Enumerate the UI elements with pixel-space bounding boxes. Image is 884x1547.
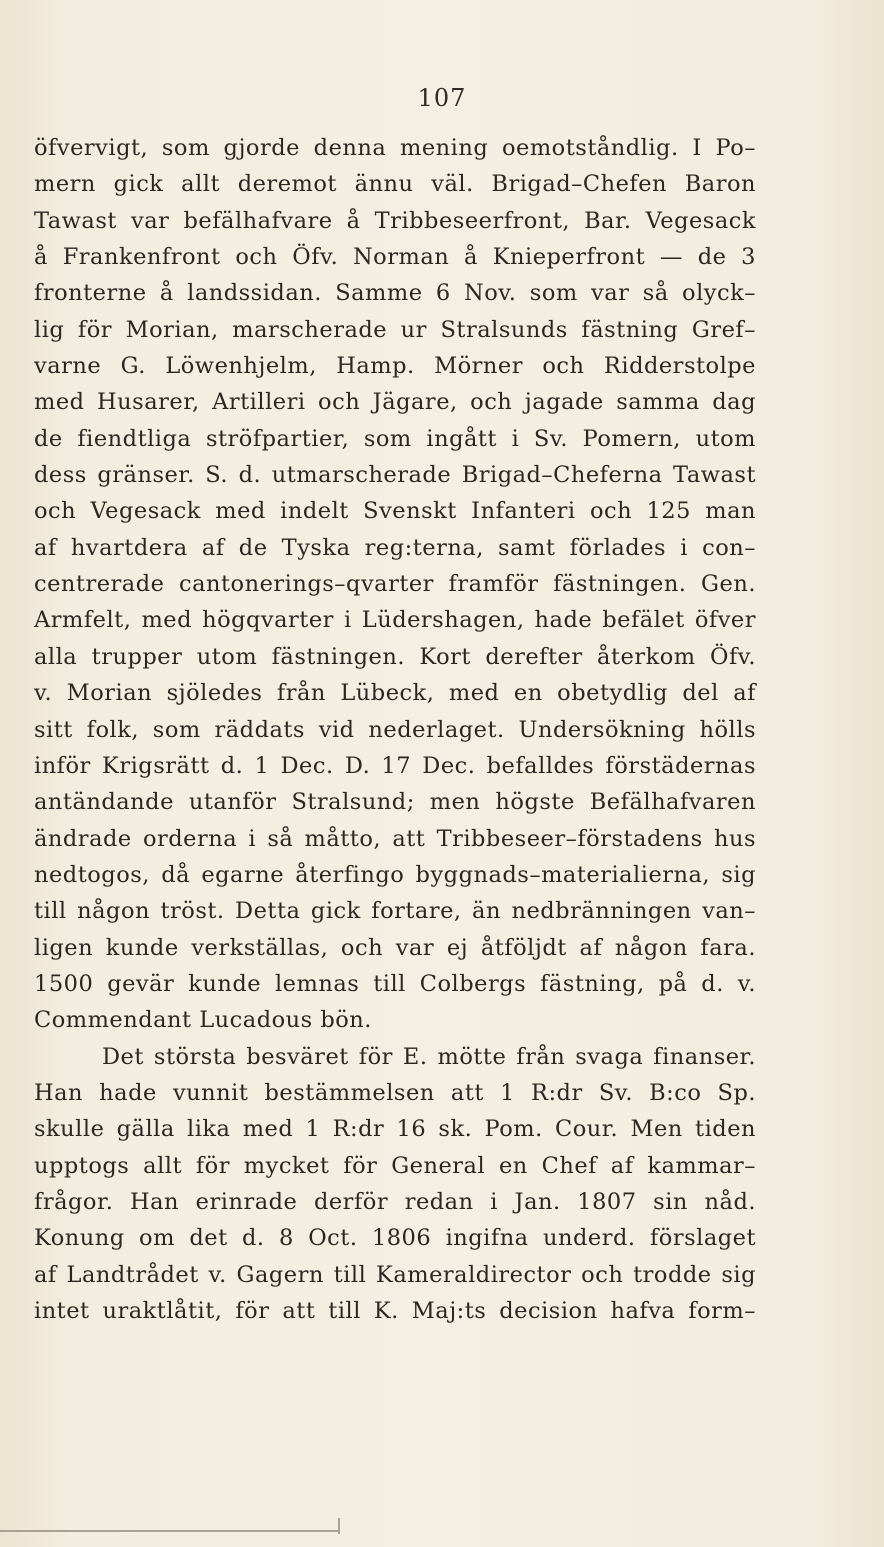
- text-line: upptogs allt för mycket för General en Chef af kammar–: [34, 1152, 756, 1179]
- text-line: varne G. Löwenhjelm, Hamp. Mörner och Ridderstolpe: [34, 353, 756, 380]
- text-line: ligen kunde verkställas, och var ej åtföljdt af någon fara.: [34, 934, 756, 961]
- text-line: intet uraktlåtit, för att till K. Maj:ts decision hafva form–: [34, 1298, 756, 1324]
- text-line: sitt folk, som räddats vid nederlaget. Undersökning hölls: [34, 716, 756, 743]
- text-line: skulle gälla lika med 1 R:dr 16 sk. Pom. Cour. Men tiden: [34, 1116, 756, 1143]
- text-line: af hvartdera af de Tyska reg:terna, samt förlades i con–: [34, 534, 756, 561]
- bottom-edge-tick: [338, 1518, 340, 1534]
- text-line: v. Morian sjöledes från Lübeck, med en obetydlig del af: [34, 680, 756, 707]
- text-line: antändande utanför Stralsund; men högste Befälhafvaren: [34, 789, 756, 816]
- text-line: lig för Morian, marscherade ur Stralsunds fästning Gref–: [34, 316, 756, 343]
- text-line: Konung om det d. 8 Oct. 1806 ingifna underd. förslaget: [34, 1225, 756, 1252]
- text-line: öfvervigt, som gjorde denna mening oemotståndlig. I Po–: [34, 135, 756, 161]
- text-line: dess gränser. S. d. utmarscherade Brigad–Cheferna Tawast: [34, 462, 756, 489]
- text-line: mern gick allt deremot ännu väl. Brigad–Chefen Baron: [34, 171, 756, 198]
- text-line: Tawast var befälhafvare å Tribbeseerfront, Bar. Vegesack: [34, 207, 756, 234]
- text-line: Han hade vunnit bestämmelsen att 1 R:dr Sv. B:co Sp.: [34, 1079, 756, 1106]
- bottom-edge-rule: [0, 1530, 340, 1532]
- text-line: ändrade orderna i så måtto, att Tribbeseer–förstadens hus: [34, 825, 756, 852]
- text-line: Armfelt, med högqvarter i Lüdershagen, hade befälet öfver: [34, 607, 756, 634]
- text-line: Det största besväret för E. mötte från svaga finanser.: [102, 1043, 756, 1070]
- text-line: frågor. Han erinrade derför redan i Jan. 1807 sin nåd.: [34, 1188, 756, 1215]
- text-line: af Landtrådet v. Gagern till Kameraldirector och trodde sig: [34, 1261, 756, 1288]
- text-line: med Husarer, Artilleri och Jägare, och jagade samma dag: [34, 389, 756, 416]
- text-line: nedtogos, då egarne återfingo byggnads–materialierna, sig: [34, 861, 756, 888]
- text-line: till någon tröst. Detta gick fortare, än nedbränningen van–: [34, 898, 756, 925]
- text-line: alla trupper utom fästningen. Kort derefter återkom Öfv.: [34, 643, 756, 670]
- text-line: de fiendtliga ströfpartier, som ingått i Sv. Pomern, utom: [34, 425, 756, 452]
- body-text: [34, 130, 756, 1329]
- text-line: och Vegesack med indelt Svenskt Infanteri och 125 man: [34, 498, 756, 525]
- text-line: inför Krigsrätt d. 1 Dec. D. 17 Dec. befalldes förstädernas: [34, 752, 756, 779]
- page-number: 107: [417, 84, 467, 112]
- text-line: 1500 gevär kunde lemnas till Colbergs fästning, på d. v.: [34, 970, 756, 997]
- text-line: å Frankenfront och Öfv. Norman å Knieperfront — de 3: [34, 244, 756, 271]
- text-line: Commendant Lucadous bön.: [34, 1007, 372, 1034]
- text-line: fronterne å landssidan. Samme 6 Nov. som var så olyck–: [34, 280, 756, 307]
- text-line: centrerade cantonerings–qvarter framför fästningen. Gen.: [34, 571, 756, 598]
